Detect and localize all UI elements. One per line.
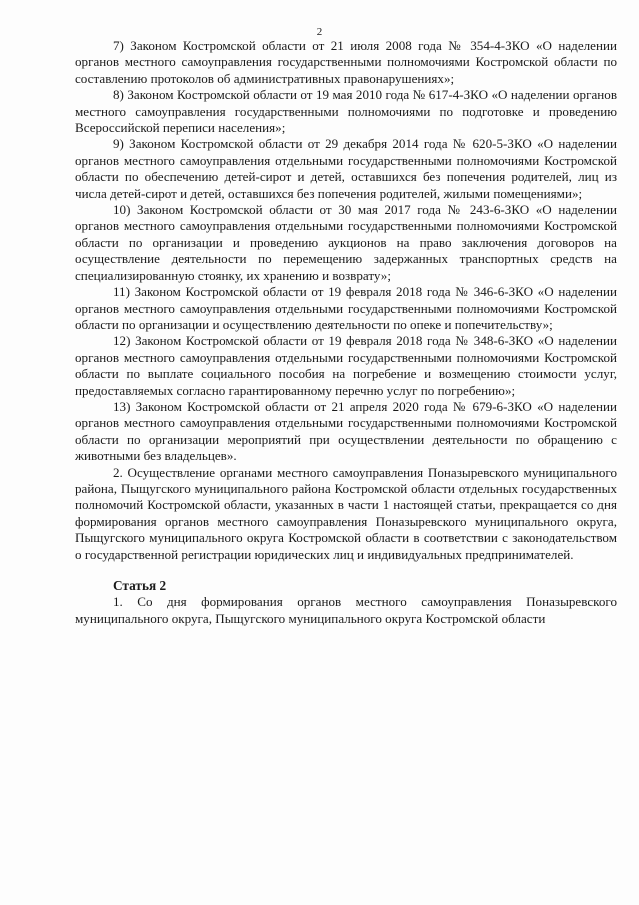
law-item-11: 11) Законом Костромской области от 19 февраля 2018 года № 346-6-ЗКО «О наделении органов местного самоуправления отдельными государственными полномочиями Костромской области по организации и осуществлению деятельности по опеке и попечительству»; — [75, 284, 617, 332]
part-2-paragraph: 2. Осуществление органами местного самоуправления Поназыревского муниципального района, Пыщугского муниципального района Костромской области отдельных государственных полномочий Костромской области, указанных в части 1 настоящей статьи, прекращается со дня формирования органов местного самоуправления Поназыревского муниципального округа, Пыщугского муниципального округа Костромской области в соответствии с законодательством о государственной регистрации юридических лиц и индивидуальных предпринимателей. — [75, 464, 617, 562]
document-body — [75, 38, 617, 627]
article-heading: Статья 2 — [113, 578, 167, 593]
law-item-8: 8) Законом Костромской области от 19 мая 2010 года № 617-4-ЗКО «О наделении органов местного самоуправления государственными полномочиями по подготовке и проведению Всероссийской переписи населения»; — [75, 87, 617, 136]
law-item-10: 10) Законом Костромской области от 30 мая 2017 года № 243-6-ЗКО «О наделении органов местного самоуправления отдельными государственными полномочиями Костромской области по организации и проведению аукционов на право заключения договоров на осуществление деятельности по перемещению задержанных транспортных средств на специализированную стоянку, их хранению и возврату»; — [75, 202, 617, 283]
page-number: 2 — [316, 26, 323, 38]
law-item-9: 9) Законом Костромской области от 29 декабря 2014 года № 620-5-ЗКО «О наделении органов местного самоуправления отдельными государственными полномочиями Костромской области по обеспечению детей-сирот и детей, оставшихся без попечения родителей, лиц из числа детей-сирот и детей, оставшихся без попечения родителей, жилыми помещениями»; — [75, 136, 617, 201]
law-item-7: 7) Законом Костромской области от 21 июля 2008 года № 354-4-ЗКО «О наделении органов местного самоуправления государственными полномочиями Костромской области по составлению протоколов об административных правонарушениях»; — [75, 38, 617, 86]
law-item-13: 13) Законом Костромской области от 21 апреля 2020 года № 679-6-ЗКО «О наделении органов местного самоуправления отдельными государственными полномочиями Костромской области по организации мероприятий при осуществлении деятельности по обращению с животными без владельцев». — [75, 398, 617, 464]
law-item-12: 12) Законом Костромской области от 19 февраля 2018 года № 348-6-ЗКО «О наделении органов местного самоуправления отдельными государственными полномочиями Костромской области по выплате социального пособия на погребение и возмещению стоимости услуг, предоставляемых согласно гарантированному перечню услуг по погребению»; — [75, 333, 617, 398]
article-2-paragraph: 1. Со дня формирования органов местного самоуправления Поназыревского муниципального округа, Пыщугского муниципального округа Костромской области — [75, 594, 617, 626]
